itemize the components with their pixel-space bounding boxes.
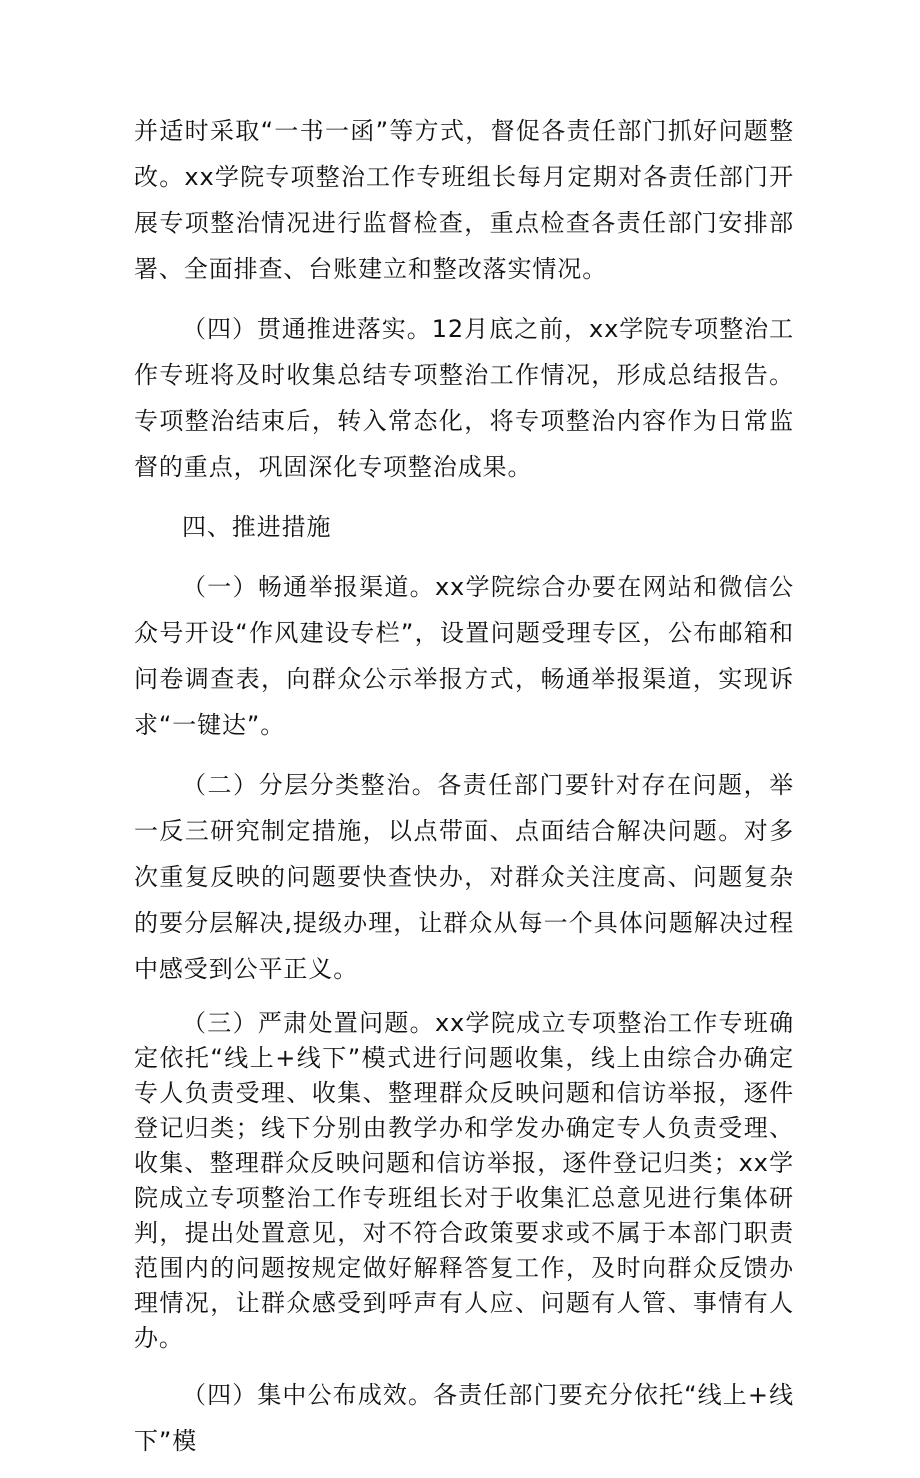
paragraph-continuation-supervision: 并适时采取“一书一函”等方式，督促各责任部门抓好问题整改。xx学院专项整治工作专班组长每月定期对各责任部门开展专项整治情况进行监督检查，重点检查各责任部门安排部署、全面排查、台账建立和整改落实情况。: [134, 117, 794, 283]
paragraph-implementation: （四）贯通推进落实。12月底之前，xx学院专项整治工作专班将及时收集总结专项整治工作情况，形成总结报告。专项整治结束后，转入常态化，将专项整治内容作为日常监督的重点，巩固深化专项整治成果。: [134, 315, 794, 481]
paragraph-handling-issues: （三）严肃处置问题。xx学院成立专项整治工作专班确定依托“线上+线下”模式进行问题收集，线上由综合办确定专人负责受理、收集、整理群众反映问题和信访举报，逐件登记归类；线下分别由教学办和学发办确定专人负责受理、收集、整理群众反映问题和信访举报，逐件登记归类；xx学院成立专项整治工作专班组长对于收集汇总意见进行集体研判，提出处置意见，对不符合政策要求或不属于本部门职责范围内的问题按规定做好解释答复工作，及时向群众反馈办理情况，让群众感受到呼声有人应、问题有人管、事情有人办。: [134, 1009, 794, 1352]
document-body: [134, 108, 794, 1478]
paragraph-publish-results: （四）集中公布成效。各责任部门要充分依托“线上+线下”模: [134, 1381, 794, 1455]
section-heading-measures: 四、推进措施: [182, 513, 332, 541]
paragraph-layered-rectification: （二）分层分类整治。各责任部门要针对存在问题，举一反三研究制定措施，以点带面、点面结合解决问题。对多次重复反映的问题要快查快办，对群众关注度高、问题复杂的要分层解决,提级办理，让群众从每一个具体问题解决过程中感受到公平正义。: [134, 771, 794, 983]
paragraph-reporting-channels: （一）畅通举报渠道。xx学院综合办要在网站和微信公众号开设“作风建设专栏”，设置问题受理专区，公布邮箱和问卷调查表，向群众公示举报方式，畅通举报渠道，实现诉求“一键达”。: [134, 573, 794, 739]
